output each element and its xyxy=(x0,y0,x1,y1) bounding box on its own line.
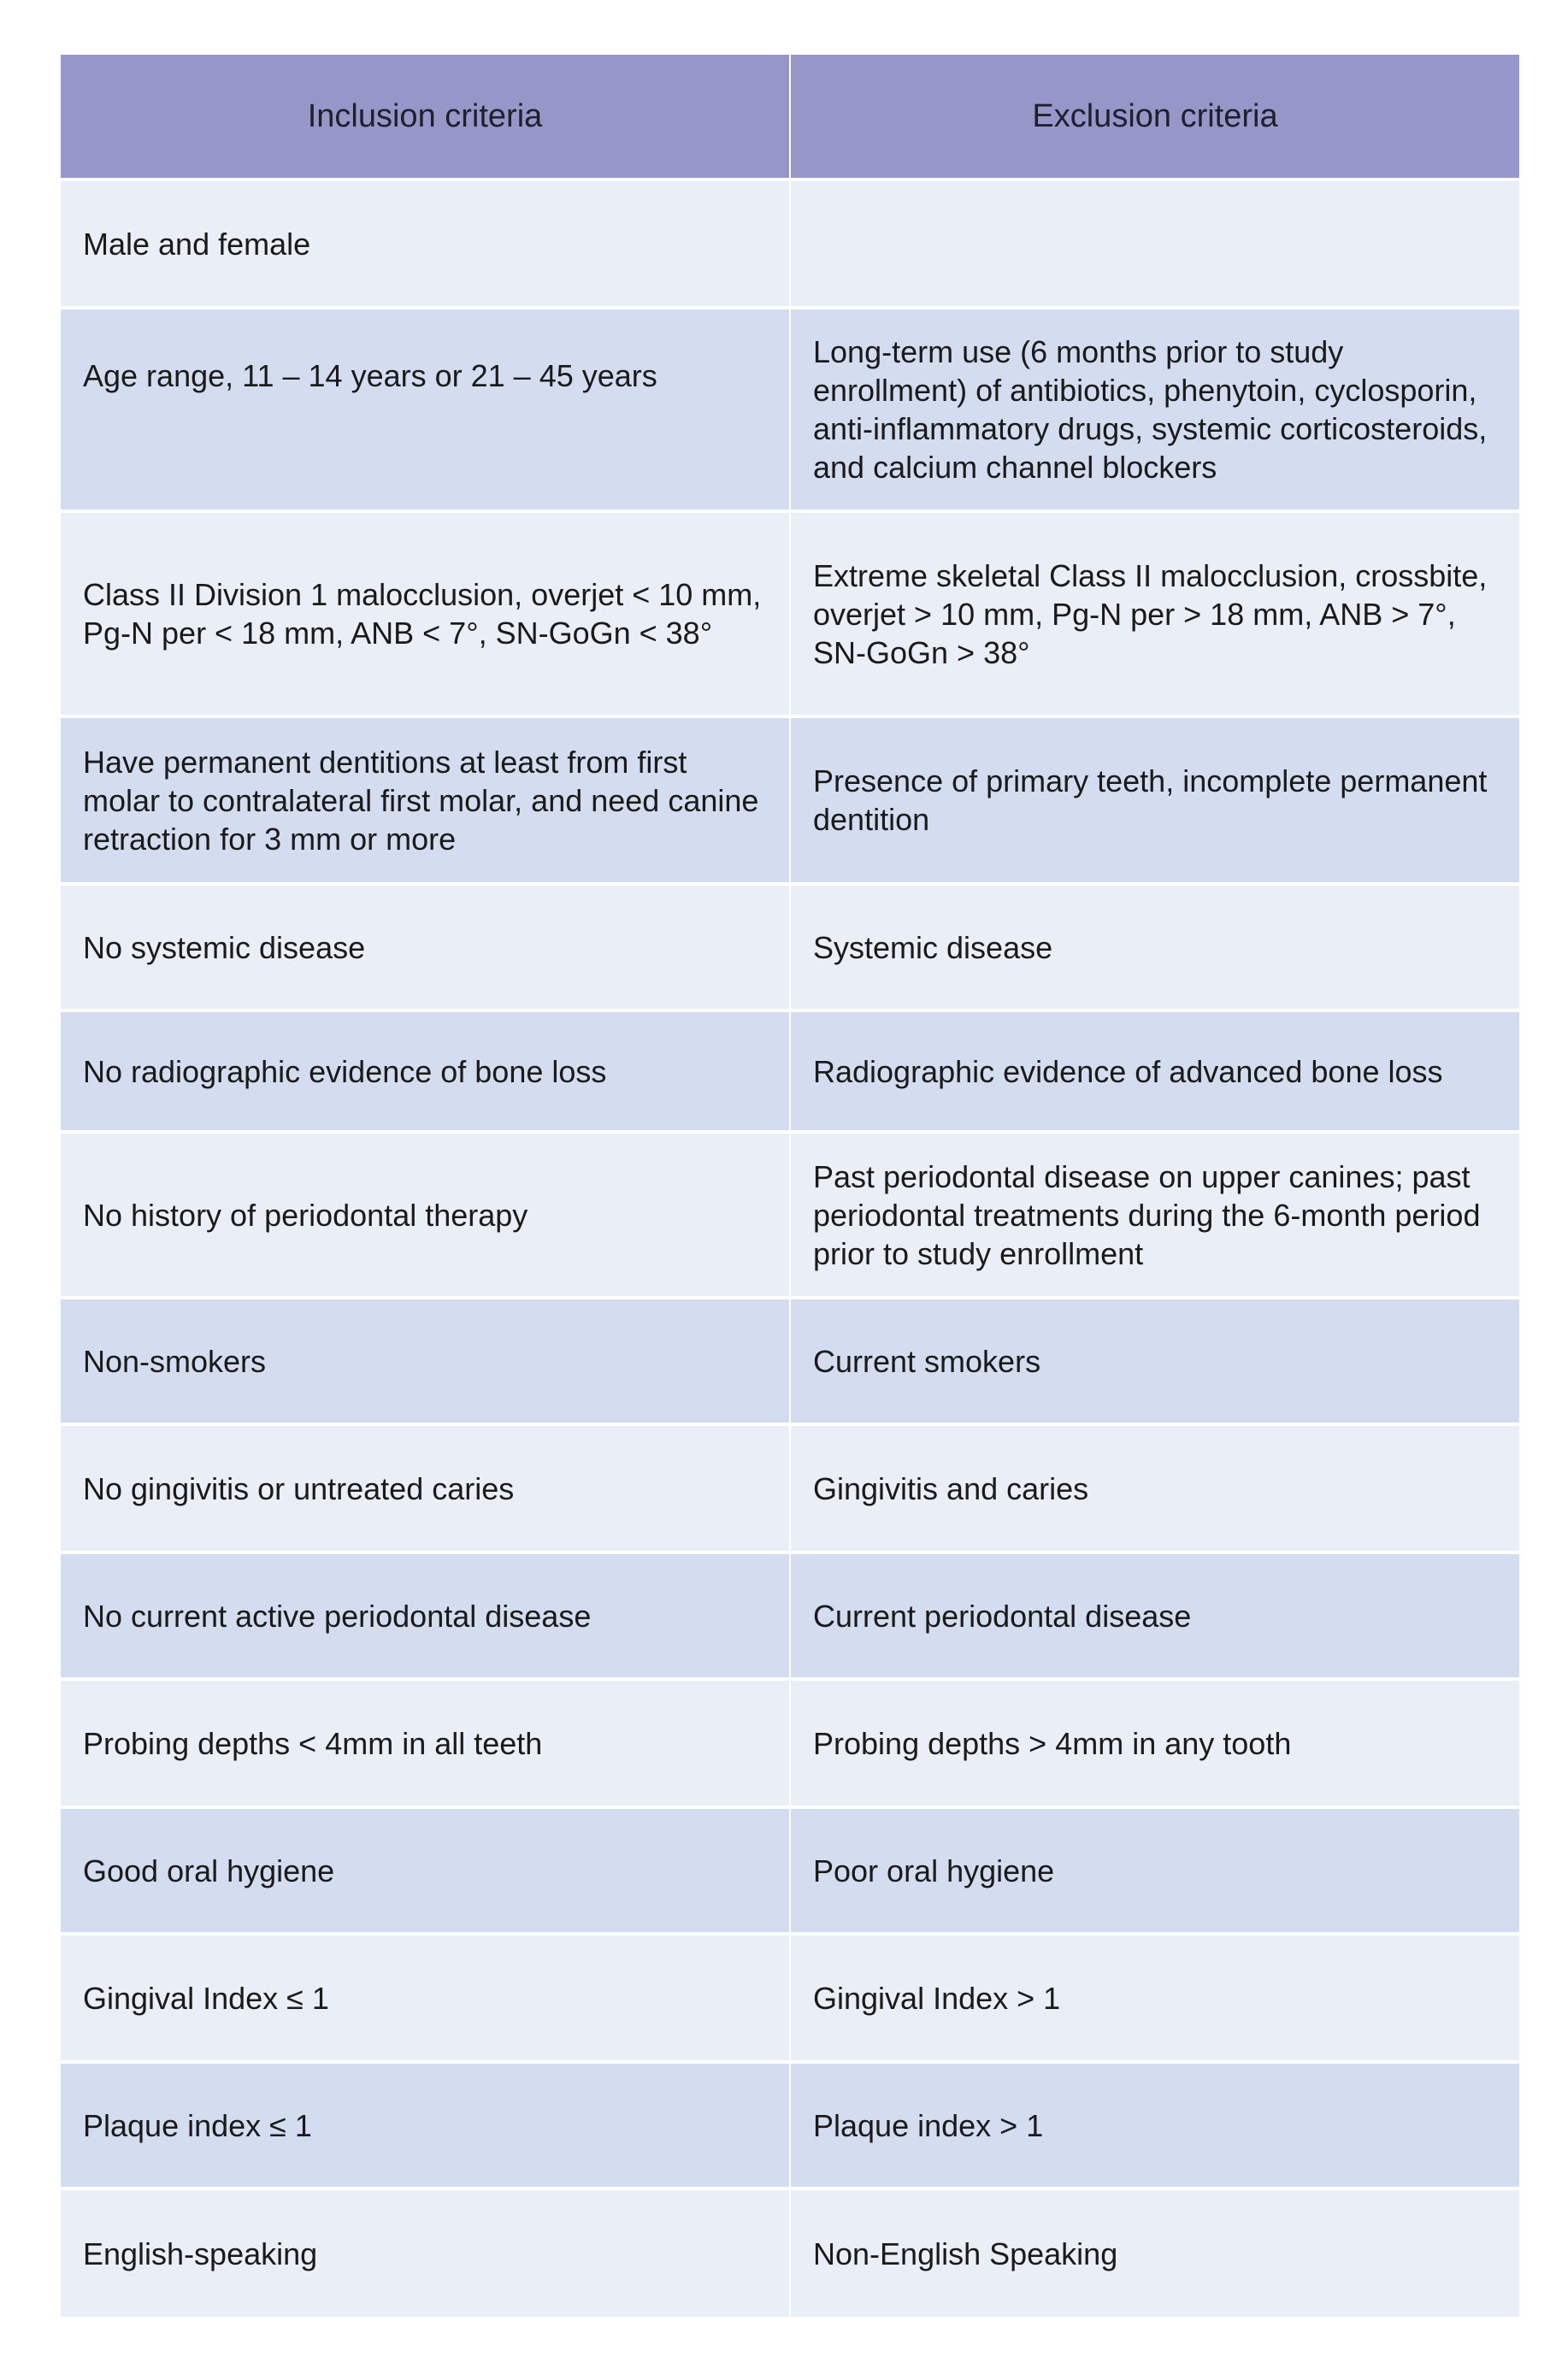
inclusion-cell: Probing depths < 4mm in all teeth xyxy=(61,1681,789,1806)
inclusion-cell: No history of periodontal therapy xyxy=(61,1134,789,1296)
criteria-table xyxy=(61,55,1519,2317)
inclusion-cell: Have permanent dentitions at least from first molar to contralateral first molar, and need canine retraction for 3 mm or more xyxy=(61,718,789,882)
inclusion-cell: No systemic disease xyxy=(61,886,789,1009)
exclusion-cell xyxy=(791,181,1519,306)
header-exclusion: Exclusion criteria xyxy=(791,55,1519,178)
exclusion-cell: Current smokers xyxy=(791,1299,1519,1423)
inclusion-cell: Gingival Index ≤ 1 xyxy=(61,1935,789,2060)
exclusion-cell: Long-term use (6 months prior to study enrollment) of antibiotics, phenytoin, cyclosporin, anti-inflammatory drugs, systemic corticosteroids, and calcium channel blockers xyxy=(791,309,1519,510)
exclusion-cell: Gingivitis and caries xyxy=(791,1426,1519,1551)
exclusion-cell: Current periodontal disease xyxy=(791,1554,1519,1677)
inclusion-cell: Male and female xyxy=(61,181,789,306)
inclusion-cell: No gingivitis or untreated caries xyxy=(61,1426,789,1551)
exclusion-cell: Gingival Index > 1 xyxy=(791,1935,1519,2060)
header-inclusion: Inclusion criteria xyxy=(61,55,789,178)
exclusion-cell: Poor oral hygiene xyxy=(791,1809,1519,1932)
inclusion-cell: English-speaking xyxy=(61,2190,789,2317)
exclusion-cell: Past periodontal disease on upper canines; past periodontal treatments during the 6-month period prior to study enrollment xyxy=(791,1134,1519,1296)
exclusion-cell: Extreme skeletal Class II malocclusion, crossbite, overjet > 10 mm, Pg-N per > 18 mm, ANB > 7°, SN-GoGn > 38° xyxy=(791,513,1519,715)
inclusion-cell: Non-smokers xyxy=(61,1299,789,1423)
inclusion-cell: No current active periodontal disease xyxy=(61,1554,789,1677)
exclusion-cell: Presence of primary teeth, incomplete permanent dentition xyxy=(791,718,1519,882)
inclusion-cell: Plaque index ≤ 1 xyxy=(61,2064,789,2187)
inclusion-cell: No radiographic evidence of bone loss xyxy=(61,1012,789,1130)
inclusion-cell: Age range, 11 – 14 years or 21 – 45 years xyxy=(61,309,789,510)
inclusion-cell: Class II Division 1 malocclusion, overjet < 10 mm, Pg-N per < 18 mm, ANB < 7°, SN-GoGn < 38° xyxy=(61,513,789,715)
exclusion-cell: Probing depths > 4mm in any tooth xyxy=(791,1681,1519,1806)
inclusion-cell: Good oral hygiene xyxy=(61,1809,789,1932)
exclusion-cell: Radiographic evidence of advanced bone loss xyxy=(791,1012,1519,1130)
exclusion-cell: Non-English Speaking xyxy=(791,2190,1519,2317)
exclusion-cell: Plaque index > 1 xyxy=(791,2064,1519,2187)
exclusion-cell: Systemic disease xyxy=(791,886,1519,1009)
